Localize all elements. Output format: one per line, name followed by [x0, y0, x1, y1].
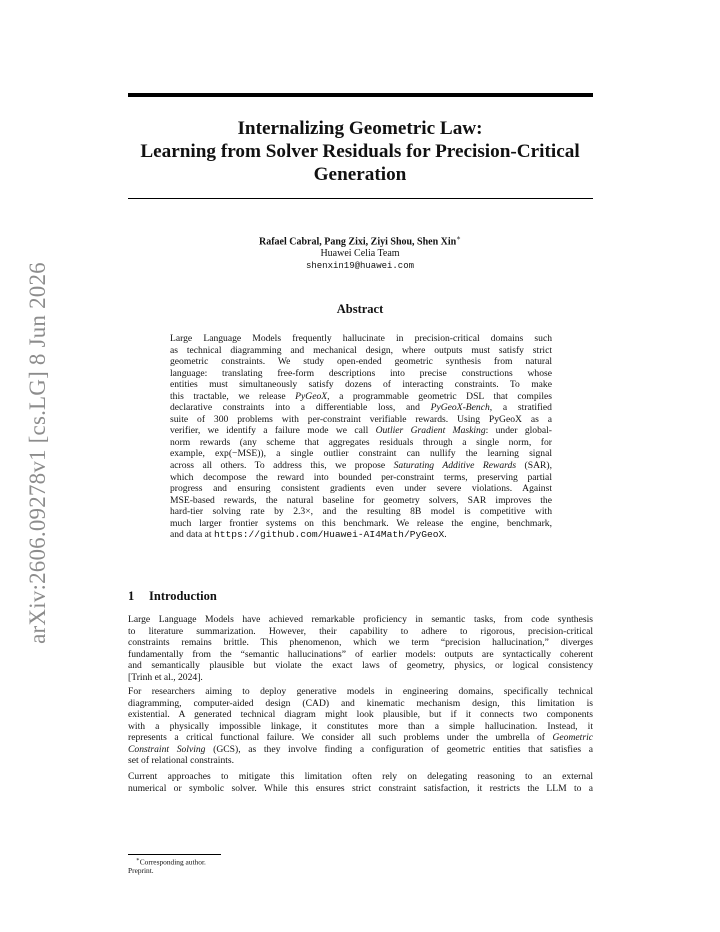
body-line: numerical or symbolic solver. While this ensures strict constraint satisfaction, it restricts the LLM to a	[128, 782, 593, 794]
footnote-marker: ∗	[136, 857, 140, 863]
abstract-line: and data at https://github.com/Huawei-AI4Math/PyGeoX.	[170, 529, 447, 541]
affiliation: Huawei Celia Team	[320, 248, 400, 260]
section-number: 1	[128, 589, 135, 603]
title-top-rule	[128, 93, 593, 97]
body-line: existential. A generated technical diagram might look plausible, but if it connects two components	[128, 709, 593, 721]
abstract-line: suite of 300 problems with per-constraint verifiable rewards. Using PyGeoX as a	[170, 413, 552, 425]
abstract-line: across all others. To address this, we propose Saturating Additive Rewards (SAR),	[170, 460, 552, 472]
abstract-line: verifier, we identify a failure mode we call Outlier Gradient Masking: under global-	[170, 425, 552, 437]
body-line: Constraint Solving (GCS), as they involve finding a configuration of geometric entities that satisfies a	[128, 743, 593, 755]
abstract-line: geometric constraints. We study open-ended geometric synthesis from natural	[170, 356, 552, 368]
preprint-label: Preprint.	[128, 866, 154, 875]
body-line: fundamentally from the “semantic hallucinations” of earlier models: outputs are syntactically coherent	[128, 648, 593, 660]
intro-paragraph-2	[128, 686, 593, 767]
abstract-heading: Abstract	[336, 302, 384, 316]
body-line: For researchers aiming to deploy generative models in engineering domains, specifically technical	[128, 686, 593, 697]
abstract-line: much larger frontier systems on this benchmark. We release the engine, benchmark,	[170, 517, 552, 529]
footnote-marker: ∗	[456, 234, 462, 242]
title-line: Internalizing Geometric Law:	[237, 118, 483, 139]
abstract-line: example, exp(−MSE)), a single outlier constraint can nullify the learning signal	[170, 448, 552, 460]
abstract-line: MSE-based rewards, the natural baseline for geometry solvers, SAR improves the	[170, 494, 552, 506]
title-bottom-rule	[128, 198, 593, 199]
footnote-rule	[128, 854, 221, 855]
body-line: [Trinh et al., 2024].	[128, 671, 203, 683]
abstract-line: norm rewards (any scheme that aggregates residuals through a single norm, for	[170, 436, 552, 448]
arxiv-identifier-text: arXiv:2606.09278v1 [cs.LG] 8 Jun 2026	[25, 262, 50, 644]
body-line: Large Language Models have achieved remarkable proficiency in semantic tasks, from code synthesis	[128, 614, 593, 625]
intro-paragraph-3	[128, 771, 593, 794]
body-line: to literature summarization. However, their capability to adhere to rigorous, precision-critical	[128, 625, 593, 637]
body-line: set of relational constraints.	[128, 755, 235, 767]
arxiv-identifier	[22, 262, 54, 644]
body-line: represents a critical functional failure. We consider all such problems under the umbrella of Geometric	[128, 732, 593, 744]
title-line: Learning from Solver Residuals for Precision-Critical	[140, 141, 580, 162]
abstract-line: progress and ensuring consistent gradients even under severe violations. Against	[170, 483, 552, 495]
paper-title	[110, 117, 610, 186]
abstract-line: language: translating free-form descriptions into precise constructions whose	[170, 367, 552, 379]
author-names: Rafael Cabral, Pang Zixi, Ziyi Shou, Shen Xin	[258, 236, 457, 248]
body-line: with a physically impossible linkage, it constitutes more than a simple hallucination. Instead, it	[128, 720, 593, 732]
intro-paragraph-1	[128, 614, 593, 683]
abstract-line: as technical diagramming and mechanical design, where outputs must satisfy strict	[170, 344, 552, 356]
section-title: Introduction	[149, 589, 217, 603]
body-line: and semantically plausible but violate the exact laws of geometry, physics, or logical consistency	[128, 660, 593, 672]
body-line: constraints remains brittle. This phenomenon, which we term “precision hallucination,” diverges	[128, 637, 593, 649]
abstract-body	[170, 333, 552, 541]
abstract-line: which decompose the reward into bounded per-constraint terms, preserving partial	[170, 471, 552, 483]
footnote-text: Corresponding author.	[139, 857, 206, 867]
title-line: Generation	[313, 164, 407, 185]
abstract-line: entities must simultaneously satisfy dozens of interacting constraints. To make	[170, 379, 552, 391]
body-line: diagramming, computer-aided design (CAD) and kinematic mechanism design, this limitation is	[128, 697, 593, 709]
abstract-line: Large Language Models frequently hallucinate in precision-critical domains such	[170, 333, 552, 344]
abstract-line: hard-tier solving rate by 2.3×, and the resulting 8B model is competitive with	[170, 506, 552, 518]
abstract-line: this tractable, we release PyGeoX, a programmable geometric DSL that compiles	[170, 390, 552, 402]
abstract-line: declarative constraints into a differentiable loss, and PyGeoX-Bench, a stratified	[170, 402, 552, 414]
author-email: shenxin19@huawei.com	[305, 261, 415, 272]
body-line: Current approaches to mitigate this limitation often rely on delegating reasoning to an external	[128, 771, 593, 782]
section-heading	[128, 589, 217, 604]
author-block	[140, 232, 580, 272]
